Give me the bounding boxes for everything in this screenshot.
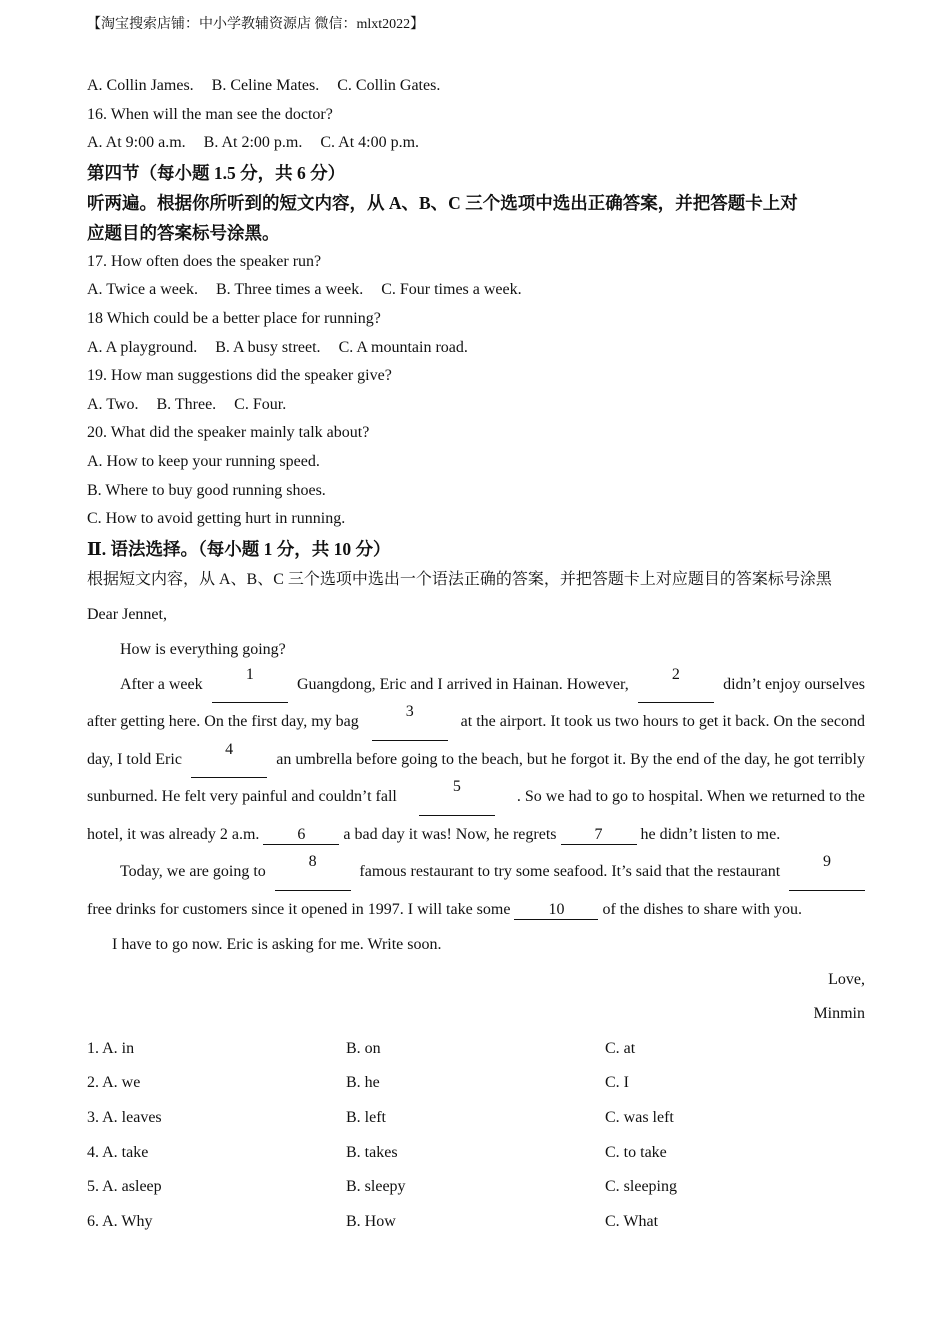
letter-line xyxy=(87,853,865,891)
answer-blank: 1 xyxy=(212,666,288,704)
grammar-options xyxy=(87,1032,865,1240)
option-row xyxy=(87,1066,865,1101)
letter-text: . So we had to go to hospital. When we returned to the xyxy=(516,788,865,806)
option: C. What xyxy=(605,1212,659,1230)
section4-title: 第四节（每小题 1.5 分，共 6 分） xyxy=(87,162,346,183)
letter-paragraph: I have to go now. Eric is asking for me. Write soon. xyxy=(112,936,442,954)
answer-blank: 3 xyxy=(372,703,448,741)
option: C. was left xyxy=(605,1108,674,1126)
answer-blank: 2 xyxy=(638,666,714,704)
letter-line xyxy=(87,816,865,854)
option: 1. A. in xyxy=(87,1039,135,1057)
option-row xyxy=(87,1170,865,1205)
question-18: 18 Which could be a better place for running? xyxy=(87,309,381,327)
option: B. Where to buy good running shoes. xyxy=(87,481,326,499)
option: B. left xyxy=(346,1108,386,1126)
answer-blank: 5 xyxy=(419,778,495,816)
letter-line xyxy=(87,778,865,816)
letter-line xyxy=(87,741,865,779)
letter-text: After a week xyxy=(120,675,203,693)
q15-options xyxy=(87,72,865,101)
letter-text: after getting here. On the first day, my bag xyxy=(87,713,359,731)
answer-blank: 4 xyxy=(191,741,267,779)
answer-blank: 10 xyxy=(514,901,598,920)
option: C. to take xyxy=(605,1143,667,1161)
option: C. sleeping xyxy=(605,1178,677,1196)
option-row xyxy=(87,1101,865,1136)
letter-paragraph: How is everything going? xyxy=(120,640,286,658)
question-19: 19. How man suggestions did the speaker give? xyxy=(87,367,392,385)
option: A. A playground. xyxy=(87,338,198,356)
option: C. I xyxy=(605,1074,629,1092)
option: C. At 4:00 p.m. xyxy=(320,134,420,152)
option: B. takes xyxy=(346,1143,398,1161)
letter-text: famous restaurant to try some seafood. It’s said that the restaurant xyxy=(359,863,781,881)
answer-blank: 7 xyxy=(561,826,637,845)
option: 3. A. leaves xyxy=(87,1108,162,1126)
letter-text: day, I told Eric xyxy=(87,750,182,768)
option: C. Four times a week. xyxy=(381,281,522,299)
option: B. How xyxy=(346,1212,396,1230)
option: B. Three times a week. xyxy=(215,281,364,299)
option: C. How to avoid getting hurt in running. xyxy=(87,510,346,528)
option: 6. A. Why xyxy=(87,1212,153,1230)
letter-text: hotel, it was already 2 a.m. xyxy=(87,825,260,843)
option: A. Twice a week. xyxy=(87,281,198,299)
letter-signature: Minmin xyxy=(813,1005,865,1023)
option: B. he xyxy=(346,1074,380,1092)
question-17: 17. How often does the speaker run? xyxy=(87,252,322,270)
option: 5. A. asleep xyxy=(87,1178,162,1196)
grammar-title: Ⅱ. 语法选择。（每小题 1 分，共 10 分） xyxy=(87,538,391,559)
grammar-instruction: 根据短文内容，从 A、B、C 三个选项中选出一个语法正确的答案，并把答题卡上对应题目的答案标号涂黑 xyxy=(87,570,832,588)
option: 2. A. we xyxy=(87,1074,141,1092)
option: B. At 2:00 p.m. xyxy=(203,134,303,152)
section4-instruction: 听两遍。根据你所听到的短文内容，从 A、B、C 三个选项中选出正确答案，并把答题卡上对 xyxy=(87,192,798,213)
page-header: 【淘宝搜索店铺：中小学教辅资源店 微信：mlxt2022】 xyxy=(87,17,425,32)
letter-text: sunburned. He felt very painful and couldn’t fall xyxy=(87,788,397,806)
letter-text: an umbrella before going to the beach, but he forgot it. By the end of the day, he got terribly xyxy=(276,750,865,768)
answer-blank: 9 xyxy=(789,853,865,891)
question-16: 16. When will the man see the doctor? xyxy=(87,105,333,123)
option: C. at xyxy=(605,1039,636,1057)
option: A. Two. xyxy=(87,395,139,413)
answer-blank: 6 xyxy=(263,826,339,845)
option: C. Four. xyxy=(234,395,287,413)
letter-salutation: Dear Jennet, xyxy=(87,605,167,623)
q19-options xyxy=(87,391,865,420)
letter-text: Guangdong, Eric and I arrived in Hainan. However, xyxy=(297,675,629,693)
option: A. How to keep your running speed. xyxy=(87,452,320,470)
option: B. Celine Mates. xyxy=(211,77,320,94)
option-row xyxy=(87,1205,865,1240)
letter-text: free drinks for customers since it opened in 1997. I will take some xyxy=(87,900,511,918)
option: B. A busy street. xyxy=(215,338,321,356)
letter-text: he didn’t listen to me. xyxy=(640,825,781,843)
letter-text: didn’t enjoy ourselves xyxy=(723,675,865,693)
letter-line xyxy=(87,703,865,741)
option: B. sleepy xyxy=(346,1178,406,1196)
letter-closing: Love, xyxy=(828,970,865,988)
q17-options xyxy=(87,276,865,305)
q16-options xyxy=(87,129,865,158)
letter-text: a bad day it was! Now, he regrets xyxy=(343,825,557,843)
exam-content xyxy=(87,72,865,1239)
letter-text: at the airport. It took us two hours to get it back. On the second xyxy=(460,713,865,731)
question-20: 20. What did the speaker mainly talk about? xyxy=(87,424,370,442)
option: C. A mountain road. xyxy=(338,338,468,356)
letter-line xyxy=(87,891,865,929)
option-row xyxy=(87,1032,865,1067)
letter-line xyxy=(87,666,865,704)
option: A. At 9:00 a.m. xyxy=(87,134,186,152)
option: C. Collin Gates. xyxy=(337,77,441,94)
option-row xyxy=(87,1136,865,1171)
answer-blank: 8 xyxy=(275,853,351,891)
q18-options xyxy=(87,334,865,363)
letter-text: of the dishes to share with you. xyxy=(602,900,802,918)
option: A. Collin James. xyxy=(87,77,194,94)
option: B. Three. xyxy=(156,395,217,413)
option: B. on xyxy=(346,1039,381,1057)
section4-instruction: 应题目的答案标号涂黑。 xyxy=(87,222,280,243)
letter-text: Today, we are going to xyxy=(120,863,266,881)
option: 4. A. take xyxy=(87,1143,149,1161)
